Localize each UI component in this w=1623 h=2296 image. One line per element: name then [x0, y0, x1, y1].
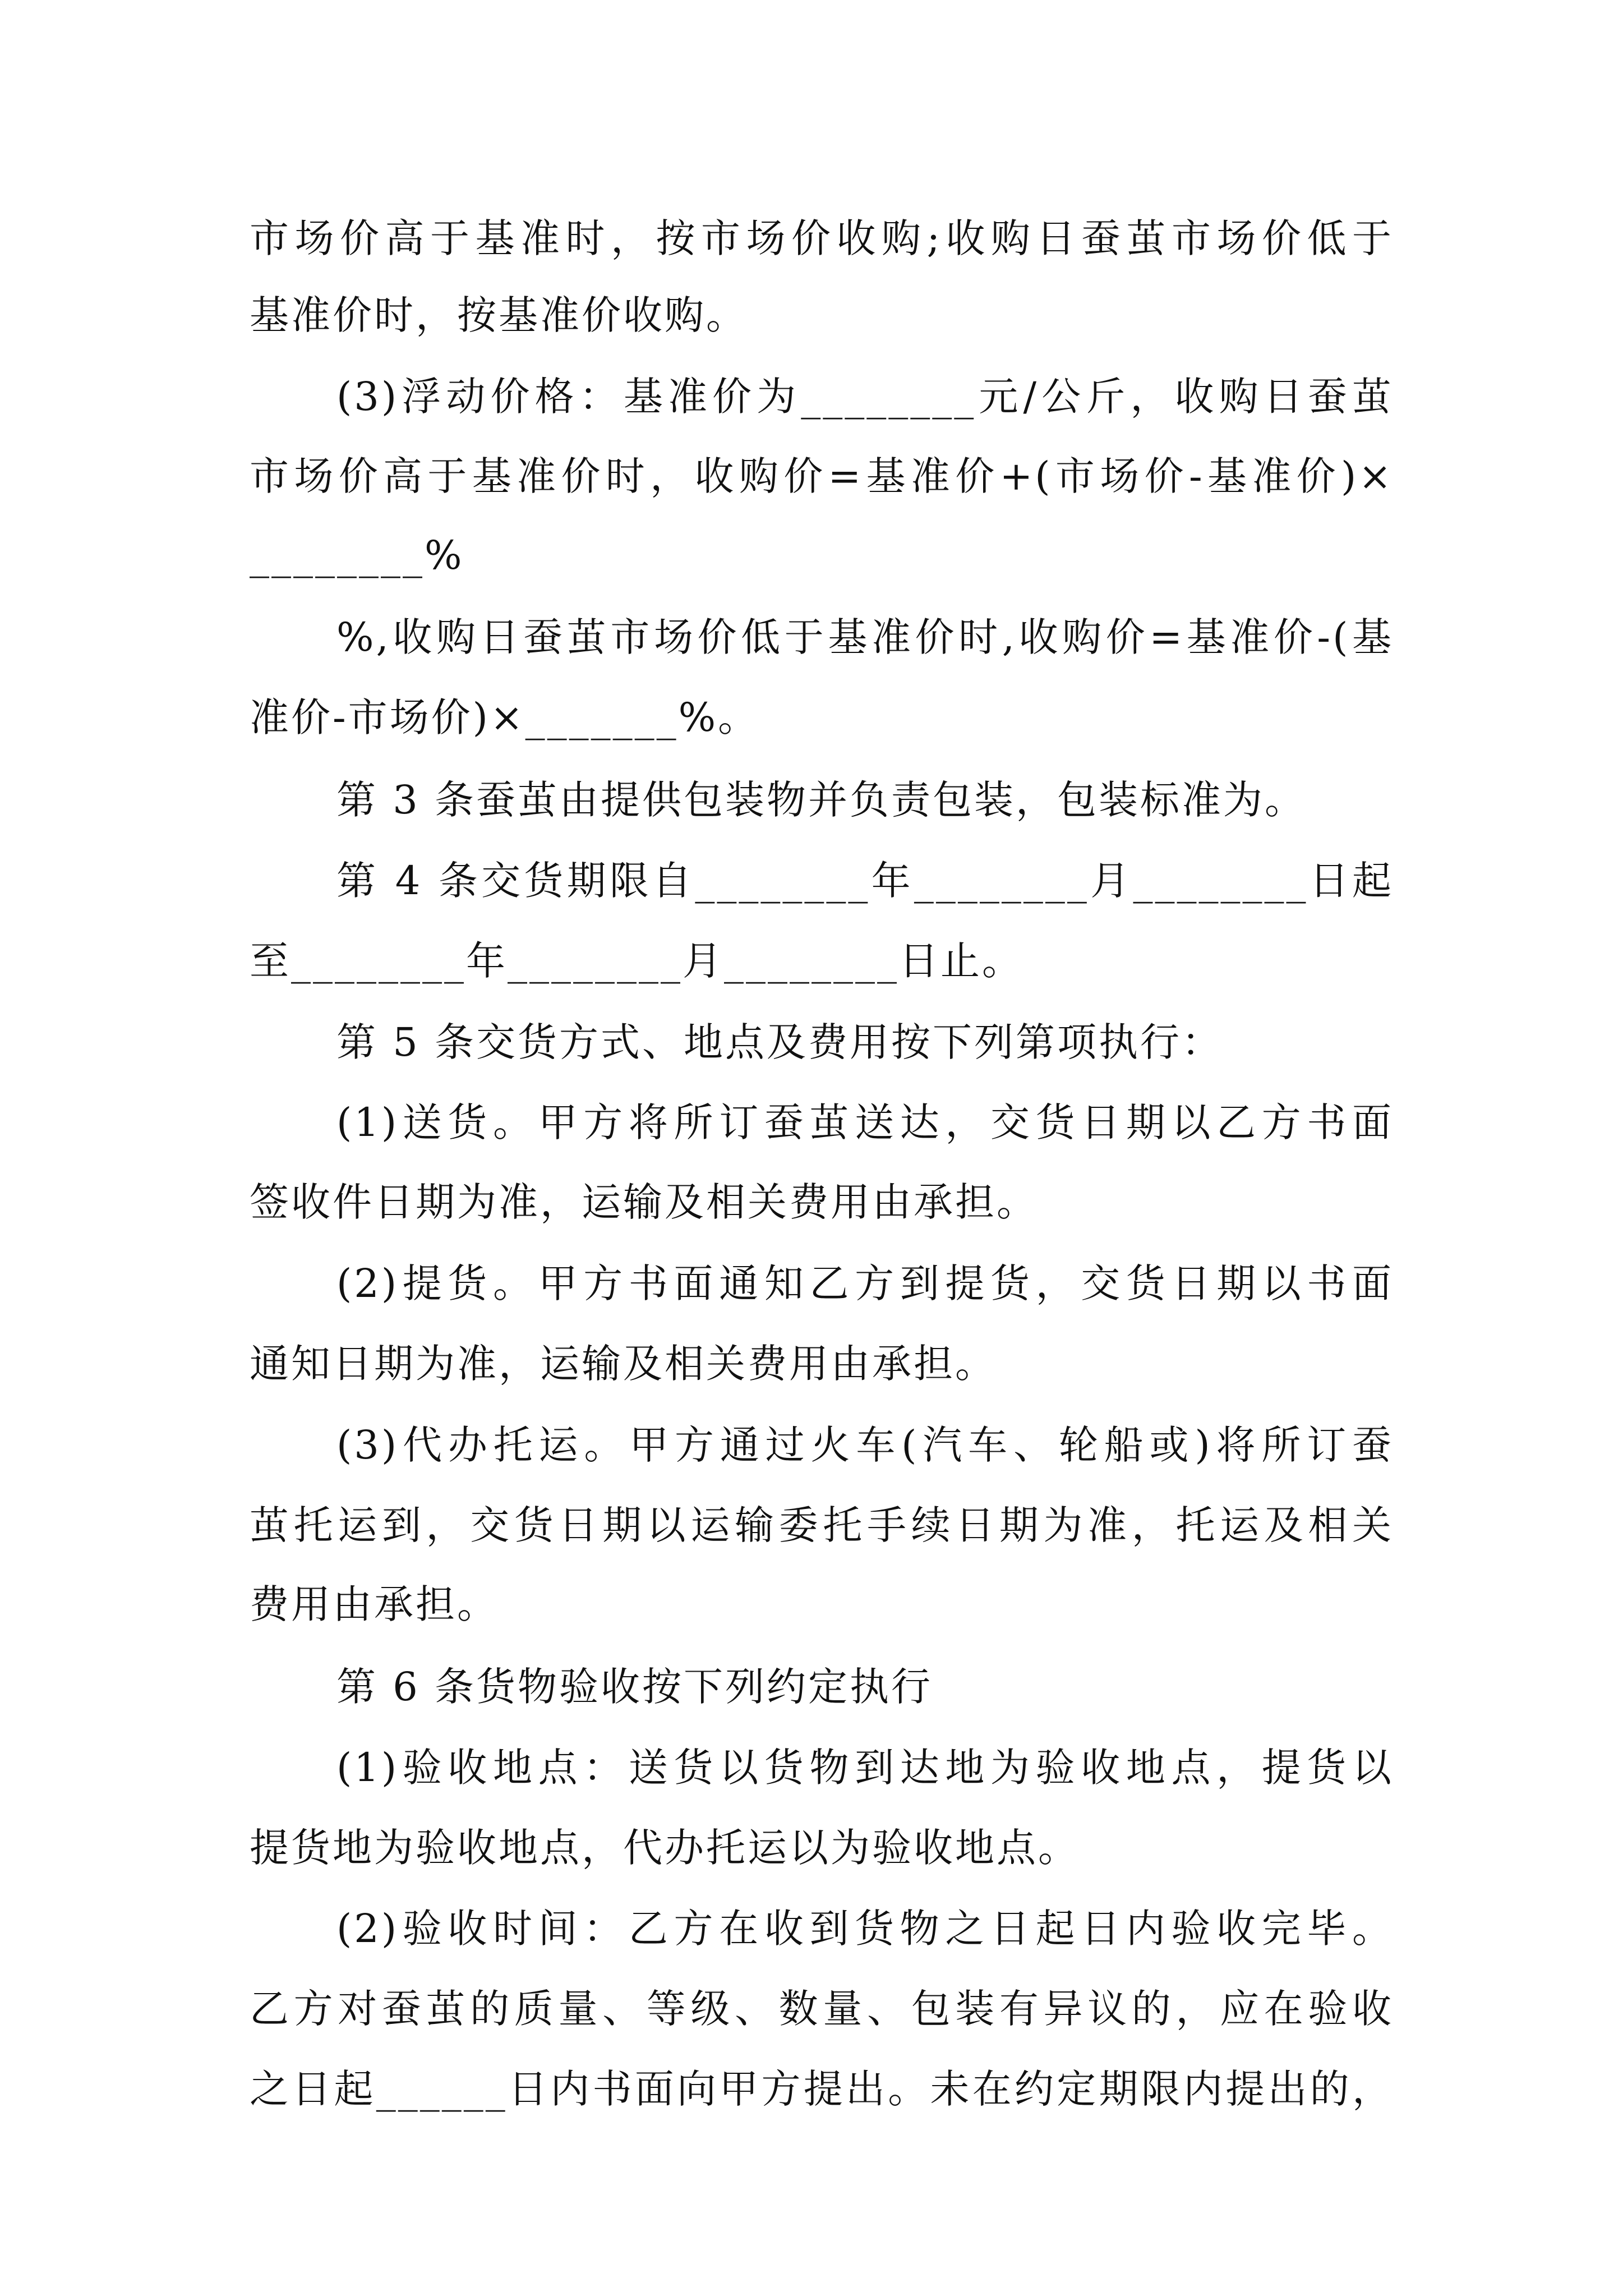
text-line: (2)验收时间：乙方在收到货物之日起日内验收完毕。 [336, 1906, 1394, 1952]
text-line: %,收购日蚕茧市场价低于基准价时,收购价=基准价-(基 [336, 614, 1394, 660]
text-line: 第 3 条蚕茧由提供包装物并负责包装，包装标准为。 [336, 777, 1307, 823]
text-line: 市场价高于基准价时，收购价=基准价+(市场价-基准价)× [250, 453, 1394, 499]
text-line: ________% [250, 532, 464, 578]
text-line: 之日起______日内书面向甲方提出。未在约定期限内提出的， [250, 2066, 1394, 2112]
text-line: (1)送货。甲方将所订蚕茧送达，交货日期以乙方书面 [336, 1099, 1394, 1145]
text-line: 准价-市场价)×_______%。 [250, 694, 760, 740]
text-line: 费用由承担。 [250, 1581, 499, 1627]
text-line: (1)验收地点：送货以货物到达地为验收地点，提货以 [336, 1745, 1394, 1791]
text-line: 提货地为验收地点，代办托运以为验收地点。 [250, 1825, 1080, 1871]
text-line: 乙方对蚕茧的质量、等级、数量、包装有异议的，应在验收 [250, 1986, 1394, 2032]
text-line: 通知日期为准，运输及相关费用由承担。 [250, 1341, 997, 1387]
text-line: (3)浮动价格：基准价为________元/公斤，收购日蚕茧 [336, 374, 1394, 420]
text-line: 第 4 条交货期限自________年________月________日起 [336, 858, 1394, 904]
text-line: 市场价高于基准时，按市场价收购;收购日蚕茧市场价低于 [250, 215, 1394, 261]
text-line: 茧托运到，交货日期以运输委托手续日期为准，托运及相关 [250, 1502, 1394, 1548]
text-line: 至________年________月________日止。 [250, 938, 1023, 984]
text-line: 第 5 条交货方式、地点及费用按下列第项执行： [336, 1019, 1224, 1065]
text-line: 签收件日期为准，运输及相关费用由承担。 [250, 1179, 1038, 1225]
text-line: (2)提货。甲方书面通知乙方到提货，交货日期以书面 [336, 1260, 1394, 1306]
text-line: 基准价时，按基准价收购。 [250, 292, 748, 338]
text-line: (3)代办托运。甲方通过火车(汽车、轮船或)将所订蚕 [336, 1422, 1394, 1468]
text-line: 第 6 条货物验收按下列约定执行 [336, 1664, 933, 1710]
